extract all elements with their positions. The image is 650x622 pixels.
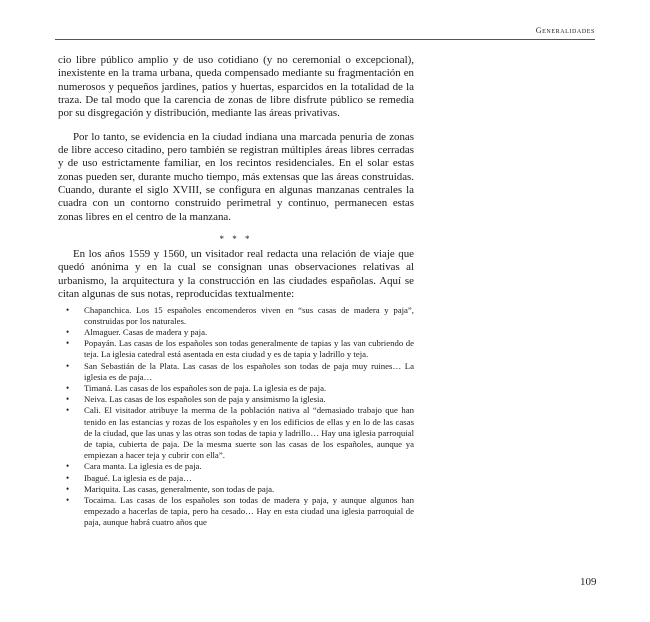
list-item — [66, 483, 414, 495]
body-text — [58, 54, 414, 529]
list-item — [66, 326, 414, 338]
bullet-icon: • — [66, 326, 70, 337]
list-item — [66, 338, 414, 360]
bullet-icon: • — [66, 394, 70, 405]
section-separator: * * * — [219, 234, 253, 245]
list-item — [66, 394, 414, 405]
list-item — [66, 472, 414, 484]
list-item — [66, 405, 414, 461]
note-text: Neiva. Las casas de los españoles son de paja y ansimismo la iglesia. — [84, 394, 326, 405]
note-text: Almaguer. Casas de madera y paja. — [84, 326, 208, 337]
bullet-icon: • — [66, 461, 70, 472]
note-text: Popayán. Las casas de los españoles son todas generalmente de tapias y las van cubriendo de teja. La iglesia catedral está asentada en esta ciudad y es de tapia y ladrillo y teja. — [84, 338, 414, 360]
bullet-icon: • — [66, 494, 70, 505]
bullet-icon: • — [66, 382, 70, 393]
list-item — [66, 304, 414, 327]
note-text: Tocaima. Las casas de los españoles son todas de madera y paja, y aunque algunos han empezado a hacerlas de tapia, pero ha cesado… Hay en esta ciudad una iglesia parroquial de paja, aunque habrá cuatro años que — [84, 494, 414, 528]
bullet-icon: • — [66, 405, 70, 416]
bullet-icon: • — [66, 304, 70, 315]
note-text: Cali. El visitador atribuye la merma de la población nativa al “demasiado trabajo que han tenido en las estancias y rozas de los españoles y en los edificios de ellas y en lo de las casas de la ciudad, que las unas y las otras son todas de tapia y ladrillo… Hay una iglesia parroquial de tapia, cubierta de paja. De la mesma suerte son las casas de los españoles, aunque ya empiezan a hacer teja y cubrir con ella”. — [84, 405, 414, 461]
list-item — [66, 494, 414, 529]
header-rule — [55, 39, 595, 40]
note-text: San Sebastián de la Plata. Las casas de los españoles son todas de paja muy ruines… La iglesia es de paja… — [84, 360, 414, 382]
note-text: Mariquita. Las casas, generalmente, son todas de paja. — [84, 483, 275, 494]
bullet-icon: • — [66, 338, 70, 349]
note-text: Cara manta. La iglesia es de paja. — [84, 461, 202, 472]
list-item — [66, 461, 414, 472]
notes-list — [58, 305, 414, 529]
note-text: Timaná. Las casas de los españoles son de paja. La iglesia es de paja. — [84, 382, 327, 393]
list-item — [66, 360, 414, 383]
page-number: 109 — [580, 576, 597, 588]
section-title: Generalidades — [535, 26, 595, 35]
running-header — [55, 26, 595, 38]
bullet-icon: • — [66, 472, 70, 483]
paragraph-3: En los años 1559 y 1560, un visitador real redacta una relación de viaje que quedó anónima y en la cual se consignan unas observaciones relativas al urbanismo, la arquitectura y la construcción en las ciudades españolas. Aquí se citan algunas de sus notas, reproducidas textualmente: — [58, 248, 414, 301]
paragraph-2: Por lo tanto, se evidencia en la ciudad indiana una marcada penuria de zonas de libre acceso citadino, pero también se registran múltiples áreas libres cerradas y de uso estrictamente familiar, en los recintos residenciales. En el solar estas zonas pueden ser, durante mucho tiempo, más extensas que las áreas construidas. Cuando, durante el siglo XVIII, se configura en algunas manzanas centrales la cuadra con un contorno construido perimetral y continuo, permanecen estas zonas libres en el centro de la manzana. — [58, 130, 414, 223]
list-item — [66, 382, 414, 394]
note-text: Ibagué. La iglesia es de paja… — [84, 472, 192, 483]
paragraph-1: cio libre público amplio y de uso cotidiano (y no ceremonial o excepcional), inexistente en la trama urbana, queda compensado mediante su fragmentación en numerosos y pequeños jardines, patios y huertas, esparcidos en la totalidad de la traza. De tal modo que la carencia de zonas de libre disfrute público se remedia por su disgregación y distribución, mediante las áreas privativas. — [58, 54, 414, 120]
bullet-icon: • — [66, 483, 70, 494]
note-text: Chapanchica. Los 15 españoles encomenderos viven en “sus casas de madera y paja”, construidas por los naturales. — [84, 304, 414, 326]
bullet-icon: • — [66, 360, 70, 371]
